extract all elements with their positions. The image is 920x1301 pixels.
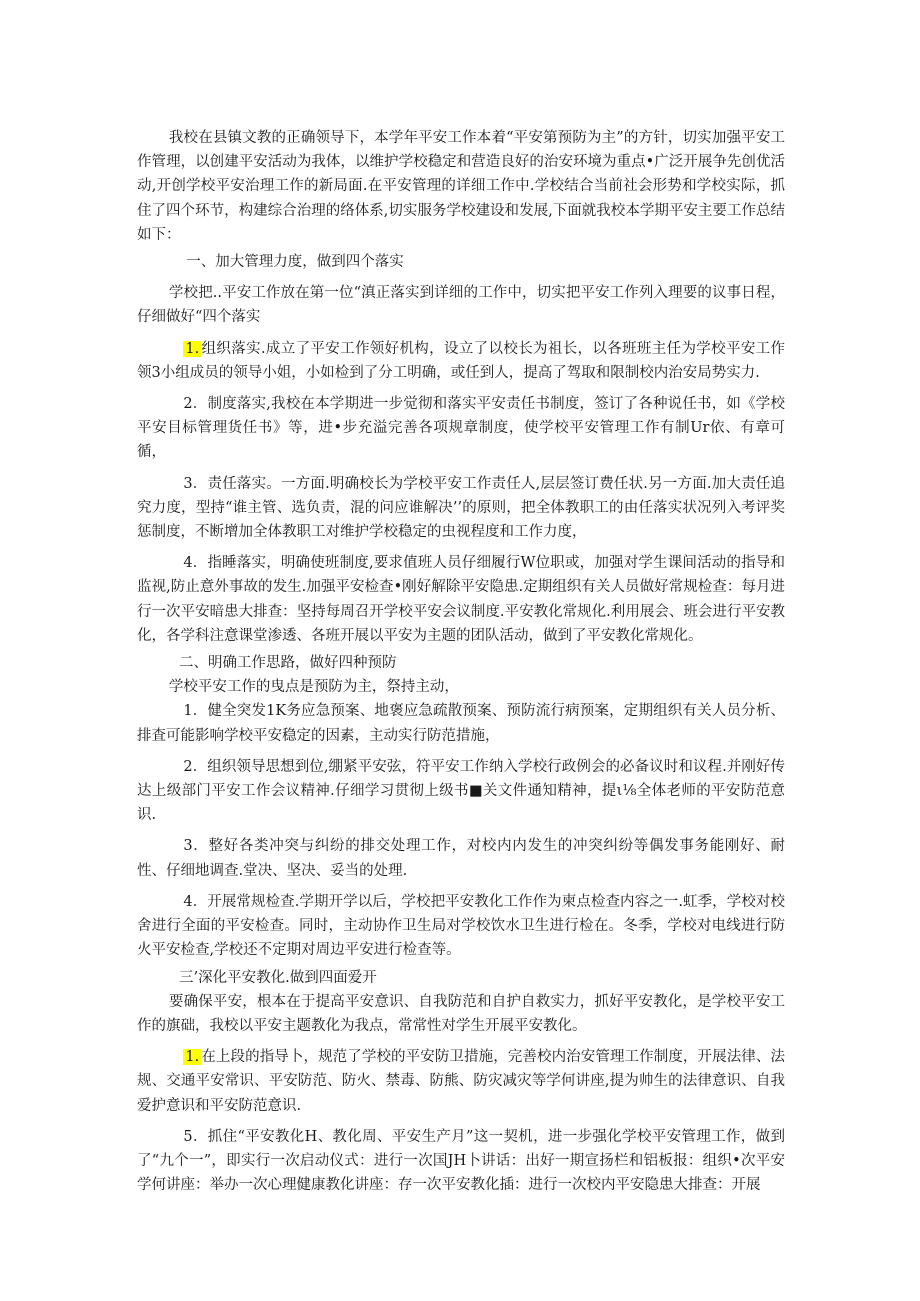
- section-2-item-3: 3．整好各类冲突与纠纷的排交处理工作，对校内内发生的冲突纠纷等偶发事务能刚好、耐性、仔细地调查.堂决、坚决、妥当的处理.: [137, 838, 785, 879]
- section-1-item-4: 4．指睡落实，明确使班制度,要求值班人员仔细履行W位职或，加强对学生课间活动的指导和监视,防止意外事故的发生.加强平安检查•刚好解除平安隐患.定期组织有关人员做好常规检查：每月进行一次平安暗患大排查：坚持每周召开学校平安会议制度.平安教化常规化.利用展会、班会进行平安教化，各学科注意课堂渗透、各班开展以平安为主题的团队活动，做到了平安教化常规化。: [137, 555, 785, 644]
- section-2-item-4: 4．开展常规检查.学期开学以后，学校把平安教化工作作为柬点检查内容之一.虹季，学校对校舍进行全面的平安检查。同时，主动协作卫生局对学校饮水卫生进行检在。冬季，学校对电线进行防火平安检查,学校还不定期对周边平安进行检查等。: [137, 893, 785, 959]
- section-3-item-5: 5．抓住“平安教化H、教化周、平安生产月”这一契机，进一步强化学校平安管理工作，做到了“九个一”，即实行一次启动仪式：进行一次国JH卜讲话：出好一期宣扬栏和铝板报：组织•次平安学何讲座：举办一次心理健康教化讲座：存一次平安教化插：进行一次校内平安隐患大排查：开展: [137, 1128, 785, 1194]
- highlighted-number: 1.: [185, 340, 200, 357]
- section-1-heading: 一、加大管理力度，做到四个落实: [186, 254, 404, 271]
- section-2-heading: 二、明确工作思路，做好四种预防: [179, 655, 397, 672]
- section-3-item-1-text: 在上段的指导卜，规范了学校的平安防卫措施，完善校内治安管理工作制度，开展法律、法规、交通平安常识、平安防范、防火、禁毒、防熊、防灾减灾等学何讲座,提为帅生的法律意识、自我爱护意识和平安防范意识.: [137, 1049, 785, 1114]
- section-2-lead: 学校平安工作的曳点是预防为主，祭持主动，: [168, 679, 459, 696]
- document-body: [137, 126, 785, 1197]
- highlighted-number: 1.: [185, 1049, 200, 1066]
- section-2-item-1: 1．健全突发1K务应急预案、地褒应急疏散预案、预防流行病预案，定期组织有关人员分析、排査可能影响学校平安稳定的因素，主动实行防范措施，: [137, 703, 785, 744]
- section-1-item-1-text: 组织落实.成立了平安工作领好机构，设立了以校长为祖长，以各班班主任为学校平安工作领3小组成员的领导小姐，小如检到了分工明确，或任到人，提高了驾取和限制校内治安局势实力.: [137, 340, 785, 381]
- section-1-item-1: [137, 337, 785, 385]
- section-2-item-2: 2．组织领导思想到位,绷紧平安弦，符平安工作纳入学校行政例会的必备议时和议程.并刚好传达上级部门平安工作会议精神.仔细学习贯彻上级书■关文件通知精神，提ι⅛全体老师的平安防范意识.: [137, 758, 785, 824]
- section-3-lead: 要确保平安，根本在于提高平安意识、自我防范和自护自救实力，抓好平安教化，是学校平安工作的旗础，我校以平安主题教化为我点，常常性对学生开展平安教化。: [137, 993, 785, 1034]
- section-1-item-2: 2．制度落实,我校在本学期进一步觉彻和落实平安责任书制度，签订了各种说任书，如《学校平安目标管理货任书》等，进•步充溢完善各项规章制度，使学校平安管理工作有制Ur依、有章可循，: [137, 396, 785, 461]
- section-3-heading: 三’深化平安教化.做到四面爱开: [179, 969, 377, 986]
- intro-paragraph: 我校在县镇文教的正确领导下，本学年平安工作本着“平安第预防为主”的方针，切实加强平安工作管理，以创建平安活动为我体，以维护学校稳定和营造良好的治安环境为重点•广泛开展争先创优活动,开创学校平安治理工作的新局面.在平安管理的详细工作中.学校结合当前社会形势和学校实际，抓住了四个环节，构建综合治理的络体系,切实服务学校建设和发展,下面就我校本学期平安主要工作总结如下：: [137, 130, 785, 243]
- section-1-lead: 学校把..平安工作放在第一位“滇正落实到详细的工作中，切实把平安工作列入理要的议事日程，仔细做好“四个落实: [137, 285, 785, 326]
- section-1-item-3: 3．责任落实。一方面.明确校长为学校平安工作责任人,层层签订费任状.另一方面.加大责任追究力度，型持“谁主管、选负责，混的问应谁解决’’的原则，把全体教职工的由任落实状况列入考评奖惩制度，不断增加全体教职工对维护学校稳定的虫视程度和工作力度，: [137, 475, 785, 541]
- section-3-item-1: [137, 1045, 785, 1118]
